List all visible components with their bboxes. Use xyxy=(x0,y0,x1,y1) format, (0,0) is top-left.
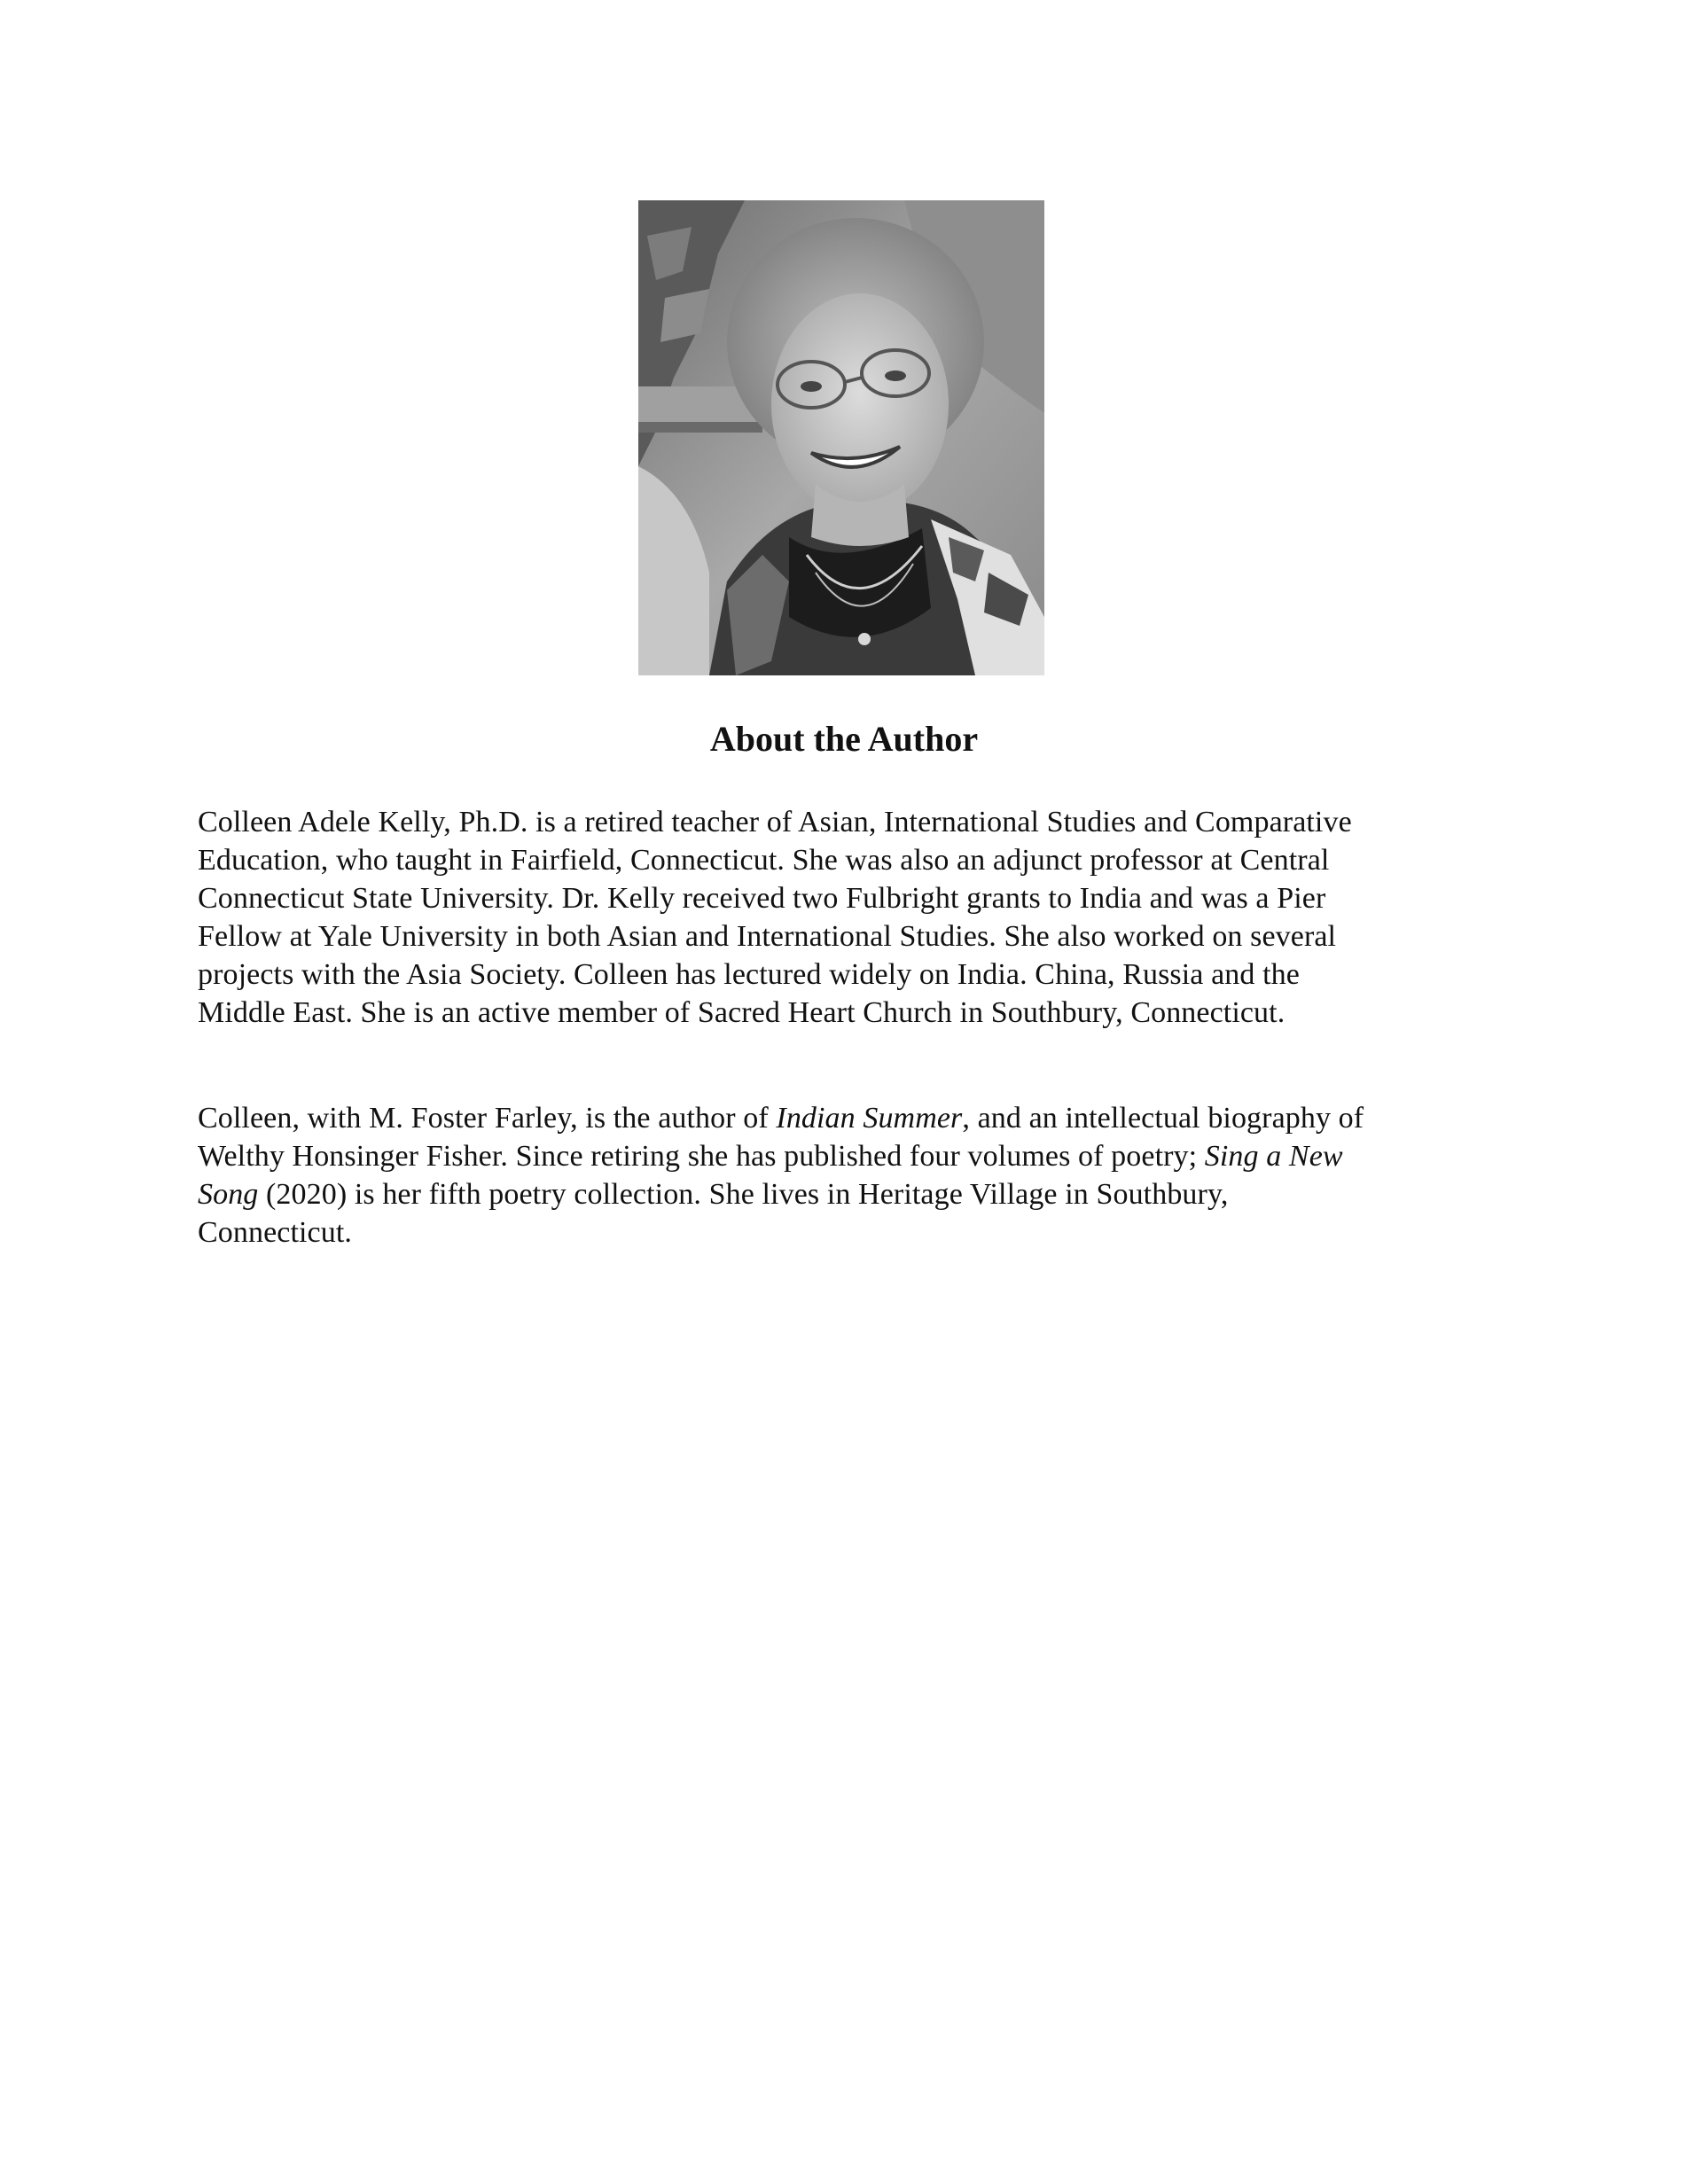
book-title-sing-a-new-song-cont: Song xyxy=(198,1178,259,1211)
bio-line: projects with the Asia Society. Colleen has lectured widely on India. China, Russia and the xyxy=(198,958,1300,991)
text-segment: , and an intellectual biography of xyxy=(962,1102,1364,1135)
bio-line: Connecticut. xyxy=(198,1216,352,1249)
bio-line xyxy=(198,1175,1492,1213)
author-portrait-image xyxy=(638,200,1044,675)
text-segment: (2020) is her fifth poetry collection. She lives in Heritage Village in Southbury, xyxy=(258,1178,1229,1211)
page-title: About the Author xyxy=(709,719,979,759)
bio-line: Middle East. She is an active member of Sacred Heart Church in Southbury, Connecticut. xyxy=(198,996,1286,1029)
text-segment: Welthy Honsinger Fisher. Since retiring she has published four volumes of poetry; xyxy=(198,1140,1205,1173)
bio-line: Education, who taught in Fairfield, Connecticut. She was also an adjunct professor at Central xyxy=(198,844,1330,877)
author-bio-paragraph-1 xyxy=(198,803,1492,1032)
bio-line xyxy=(198,1099,1492,1137)
book-title-sing-a-new-song: Sing a New xyxy=(1204,1140,1343,1173)
book-title-indian-summer: Indian Summer xyxy=(776,1102,963,1135)
bio-line: Connecticut State University. Dr. Kelly received two Fulbright grants to India and was a Pier xyxy=(198,882,1326,915)
bio-line: Fellow at Yale University in both Asian and International Studies. She also worked on several xyxy=(198,920,1337,953)
text-segment: Colleen, with M. Foster Farley, is the author of xyxy=(198,1102,777,1135)
author-bio-paragraph-2 xyxy=(198,1099,1492,1252)
bio-line xyxy=(198,1137,1492,1175)
bio-line: Colleen Adele Kelly, Ph.D. is a retired teacher of Asian, International Studies and Comparative xyxy=(198,806,1352,838)
author-photo xyxy=(638,200,1044,675)
